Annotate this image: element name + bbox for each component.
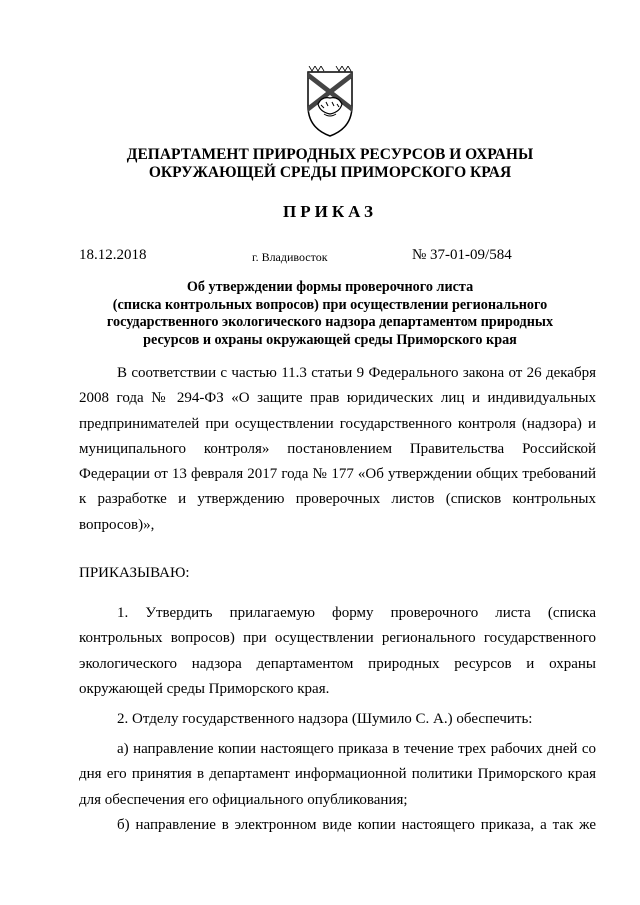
text-line: а) направление копии настоящего приказа в течение трех рабочих дней со: [117, 741, 596, 757]
text-line: 2008 года № 294-ФЗ «О защите прав юридических лиц и индивидуальных: [79, 390, 596, 407]
text-line: окружающей среды Приморского края.: [79, 680, 330, 697]
text-line: муниципального контроля» постановлением Правительства Российской: [79, 440, 596, 457]
item-2a-paragraph: [79, 737, 596, 813]
coat-of-arms-icon: [304, 66, 356, 138]
subject-line: (списка контрольных вопросов) при осуществлении регионального: [112, 296, 548, 313]
document-type-title: ПРИКАЗ: [283, 202, 377, 221]
text-line: дня его принятия в департамент информационной политики Приморского края: [79, 766, 596, 783]
item-1-paragraph: [79, 601, 596, 702]
subject-line: Об утверждении формы проверочного листа: [186, 279, 474, 295]
document-city: г. Владивосток: [252, 250, 328, 264]
item-2-paragraph: [79, 707, 596, 732]
text-line: предпринимателей при осуществлении государственного контроля (надзора) и: [79, 415, 596, 432]
department-line-1: ДЕПАРТАМЕНТ ПРИРОДНЫХ РЕСУРСОВ И ОХРАНЫ: [126, 146, 534, 163]
document-number: № 37-01-09/584: [412, 247, 512, 263]
text-line: вопросов)»,: [79, 516, 155, 533]
text-line: 1. Утвердить прилагаемую форму проверочного листа (списка: [117, 605, 596, 621]
text-line: б) направление в электронном виде копии настоящего приказа, а так же: [117, 817, 596, 833]
text-line: к разработке и утверждению проверочных листов (списков контрольных: [79, 491, 596, 508]
text-line: для обеспечения его официального опубликования;: [79, 791, 408, 808]
text-line: экологического надзора департаментом природных ресурсов и охраны: [79, 655, 596, 672]
document-date: 18.12.2018: [79, 247, 147, 263]
department-name: [60, 146, 600, 182]
text-line: контрольных вопросов) при осуществлении регионального государственного: [79, 630, 596, 647]
subject-line: государственного экологического надзора департаментом природных: [106, 314, 554, 330]
text-line: В соответствии с частью 11.3 статьи 9 Федерального закона от 26 декабря: [117, 365, 596, 381]
order-word: [79, 561, 596, 586]
text-line: Федерации от 13 февраля 2017 года № 177 «Об утверждении общих требований: [79, 466, 596, 483]
department-line-2: ОКРУЖАЮЩЕЙ СРЕДЫ ПРИМОРСКОГО КРАЯ: [148, 164, 512, 181]
document-subject: [60, 279, 600, 349]
item-2b-paragraph: [79, 813, 596, 838]
text-line: ПРИКАЗЫВАЮ:: [79, 565, 190, 581]
subject-line: ресурсов и охраны окружающей среды Приморского края: [143, 331, 517, 348]
preamble-paragraph: [79, 361, 596, 538]
text-line: 2. Отделу государственного надзора (Шумило С. А.) обеспечить:: [117, 711, 533, 727]
